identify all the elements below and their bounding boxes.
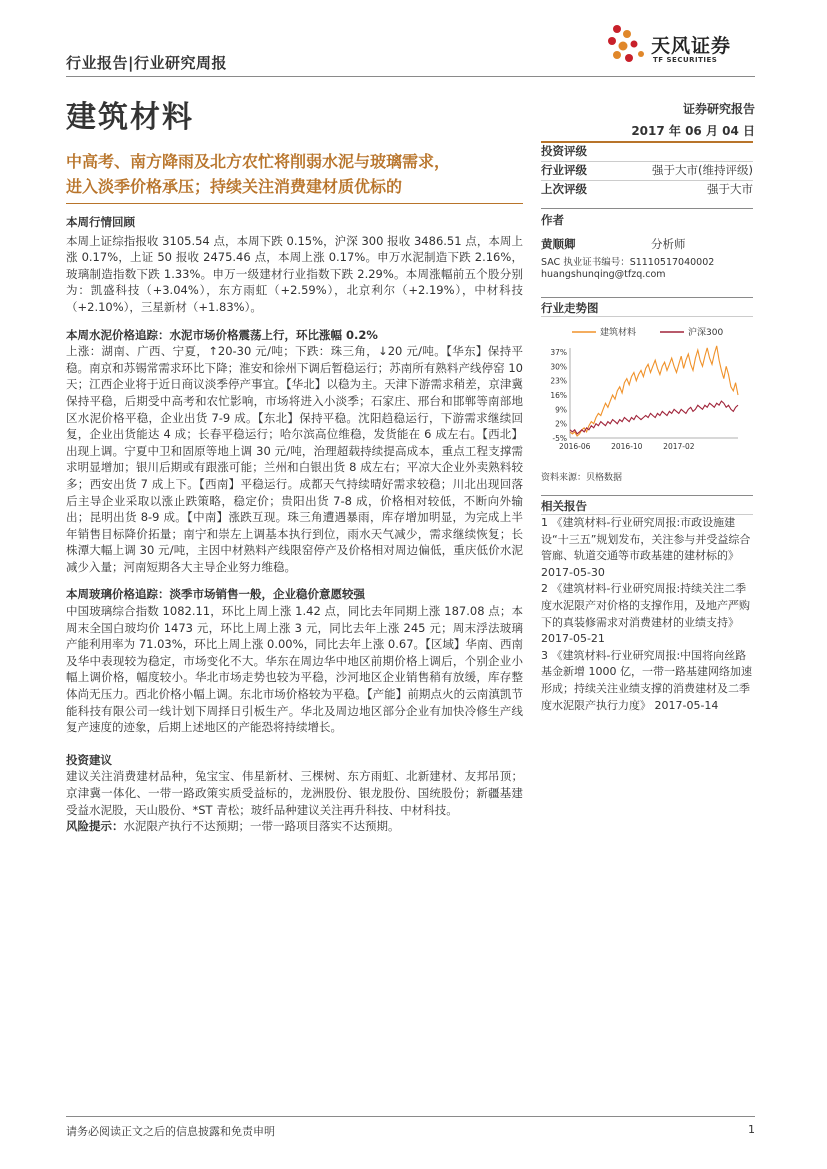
headline-line-1: 中高考、南方降雨及北方农忙将削弱水泥与玻璃需求， [66, 152, 451, 171]
author-role: 分析师 [651, 237, 686, 251]
y-tick-label: 37% [550, 348, 567, 357]
trend-chart [540, 320, 754, 460]
author-block [541, 212, 753, 280]
report-kind: 证券研究报告 [682, 102, 755, 116]
trend-chart-svg [540, 320, 754, 460]
footer-disclaimer: 请务必阅读正文之后的信息披露和免责申明 [66, 1125, 275, 1138]
sector-title: 建筑材料 [66, 100, 194, 135]
brand-english: TF SECURITIES [653, 56, 718, 64]
related-report-1[interactable]: 1 《建筑材料-行业研究周报:市政设施建设“十三五”规划发布，关注参与并受益综合管廊、轨道交通等市政基建的建材标的》 2017-05-30 [541, 516, 751, 579]
trend-rule [541, 297, 753, 298]
y-tick-label: -5% [552, 434, 567, 443]
glass-paragraph: 中国玻璃综合指数 1082.11，环比上周上涨 1.42 点，同比去年同期上涨 187.08 点；本周末全国白玻均价 1473 元，环比上周上涨 3 元，同比去年上涨 245 元；周末浮法玻璃产能利用率为 71.03%，环比上周上涨 0.00%，同比去年上涨 0.67。【区域】华南、西南及华中表现较为稳定，市场变化不大。华东在周边华中地区前期价格上调后，个别企业小幅上调价格，幅度较小。华北市场走势也较为平稳，沙河地区企业销售稍有放缓，库存整体尚无压力。西北价格小幅上调。东北市场价格较为平稳。【产能】前期点火的云南滇凯节能科技有限公司一线计划下周择日引板生产。华北及周边地区部分企业有加快冷修生产线复产速度的迹象，后期上述地区的产能恐将持续增长。 [66, 604, 523, 735]
industry-rating-row [541, 161, 753, 180]
cement-paragraph: 上涨：湖南、广西、宁夏，↑20-30 元/吨；下跌：珠三角，↓20 元/吨。【华东】保持平稳。南京和苏锡常需求环比下降；淮安和徐州下调后暂稳运行；苏南所有熟料产线停窑 10 天；江西企业将于近日商议淡季停产事宜。【华北】以稳为主。天津下游需求稍差，京津冀保持平稳，后期受中高考和农忙影响，市场将进入小淡季；石家庄、邢台和邯郸等南部地区水泥价格平稳，企业出货 7-9 成。【东北】保持平稳。沈阳趋稳运行，下游需求继续回复，企业出货能达 4 成；长春平稳运行；哈尔滨高位维稳，发货能在 6 成左右。【西北】出现上调。宁夏中卫和固原等地上调 30 元/吨，治理超载持续提高成本，重点工程支撑需求明显增加；银川后期或有跟涨可能；兰州和白银出货 8 成左右；平凉大企业外卖熟料较多；西安出货 7 成上下。【西南】平稳运行。成都天气持续晴好需求较稳；川北出现回落后主导企业采取以涨止跌策略，稳定价；贵阳出货 7-8 成，价格相对较低，不断向外输出；昆明出货 8-9 成。【中南】涨跌互现。珠三角遭遇暴雨，库存增加明显，为完成上半年销售目标降价拓量；南宁和崇左上调基本执行到位，雨水天气减少，需求继续恢复；长株潭大幅上调 30 元/吨，主因中材熟料产线限窑停产及价格相对周边偏低，重庆低价水泥减少入量；河南短期各大主导企业努力维稳。 [66, 344, 523, 574]
x-tick-label: 2016-10 [611, 442, 643, 451]
invest-paragraph: 建议关注消费建材品种，兔宝宝、伟星新材、三棵树、东方雨虹、北新建材、友邦吊顶；京津冀一体化、一带一路政策实质受益标的，龙洲股份、银龙股份、国统股份；新疆基建受益水泥股，天山股份、*ST 青松；玻纤品种建议关注再升科技、中材科技。 [66, 769, 523, 817]
related-list [541, 515, 753, 714]
section-title-review: 本周行情回顾 [66, 215, 135, 229]
review-paragraph: 本周上证综指报收 3105.54 点，本周下跌 0.15%，沪深 300 报收 3486.51 点，本周上涨 0.17%，上证 50 报收 2475.46 点，本周上涨 0.17%。申万水泥制造下跌 2.16%，玻璃制造指数下跌 1.33%。申万一级建材行业指数下跌 2.29%。本周涨幅前五个股分别为：凯盛科技（+3.04%），东方雨虹（+2.59%），北京利尔（+2.19%），中材科技（+2.10%），三星新材（+1.83%）。 [66, 233, 523, 314]
document-type: 行业报告|行业研究周报 [66, 54, 227, 72]
author-name: 黄顺卿 [541, 237, 576, 251]
brand-name: 天风证券 [651, 35, 732, 57]
trend-source: 资料来源：贝格数据 [541, 473, 623, 483]
industry-rating-value: 强于大市(维持评级) [652, 163, 753, 177]
trend-title: 行业走势图 [541, 301, 599, 315]
page-number: 1 [748, 1123, 755, 1136]
section-title-invest: 投资建议 [66, 752, 112, 767]
risk-text: 水泥限产执行不达预期；一带一路项目落实不达预期。 [123, 819, 400, 834]
rating-rule-2 [541, 180, 753, 181]
series-line-building-materials [570, 346, 738, 436]
related-report-2[interactable]: 2 《建筑材料-行业研究周报:持续关注二季度水泥限产对价格的支撑作用，及地产严购下的真装修需求对消费建材的业绩支持》 2017-05-21 [541, 582, 750, 646]
risk-paragraph [66, 818, 523, 835]
risk-label: 风险提示： [66, 819, 124, 834]
author-title: 作者 [541, 213, 564, 227]
related-rule [541, 495, 753, 496]
x-tick-label: 2016-06 [559, 442, 591, 451]
author-row [541, 236, 753, 252]
y-tick-label: 30% [550, 362, 567, 372]
brand-logo [603, 22, 763, 72]
report-date: 2017 年 06 月 04 日 [631, 124, 755, 138]
rating-rule-1 [541, 161, 753, 162]
header-rule [66, 76, 755, 77]
prev-rating-value: 强于大市 [707, 182, 753, 196]
y-tick-label: 2% [555, 419, 567, 429]
y-tick-label: 23% [550, 376, 567, 386]
y-tick-label: 16% [550, 391, 567, 400]
author-rule [541, 208, 753, 209]
prev-rating-row [541, 180, 753, 199]
related-report-3[interactable]: 3 《建筑材料-行业研究周报:中国将向丝路基金新增 1000 亿，一带一路基建网络加速形成；持续关注业绩支撑的消费建材及二季度水泥限产执行力度》 2017-05-14 [541, 648, 752, 712]
industry-rating-label: 行业评级 [541, 163, 587, 177]
legend-label: 沪深300 [688, 328, 724, 338]
headline-rule [66, 203, 523, 204]
related-title: 相关报告 [541, 499, 587, 513]
rating-title: 投资评级 [541, 144, 587, 158]
legend-label: 建筑材料 [600, 328, 637, 338]
headline-line-2: 进入淡季价格承压；持续关注消费建材质优标的 [66, 177, 403, 196]
author-certificate: SAC 执业证书编号：S1110517040002 [541, 257, 715, 268]
prev-rating-label: 上次评级 [541, 182, 587, 196]
y-tick-label: 9% [555, 405, 567, 415]
author-email[interactable]: huangshunqing@tfzq.com [541, 269, 666, 280]
series-line-csi300 [570, 401, 738, 434]
section-title-cement: 本周水泥价格追踪：水泥市场价格震荡上行，环比涨幅 0.2% [66, 327, 378, 342]
trend-title-rule [541, 316, 753, 317]
section-title-glass: 本周玻璃价格追踪：淡季市场销售一般，企业稳价意愿较强 [66, 587, 365, 602]
rating-block [541, 142, 753, 199]
x-tick-label: 2017-02 [663, 442, 695, 451]
footer-rule [66, 1116, 755, 1117]
main-body [66, 214, 523, 835]
